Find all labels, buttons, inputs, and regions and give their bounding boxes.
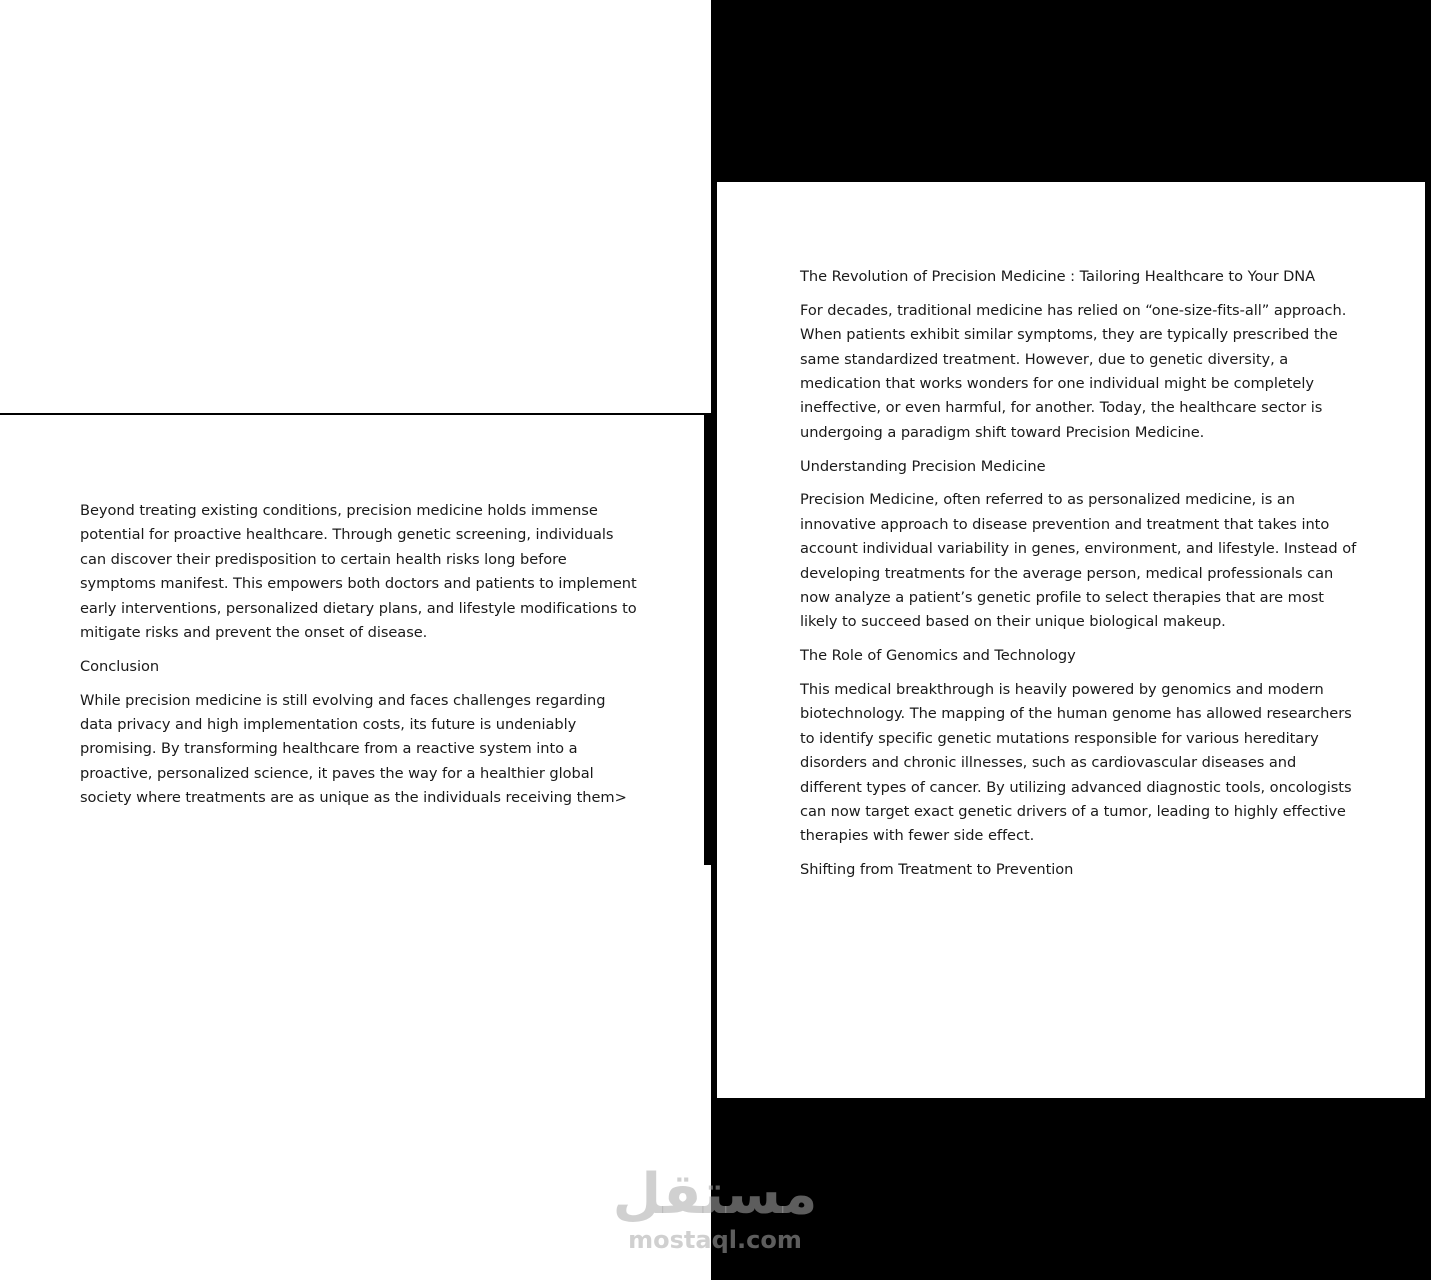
paragraph-understanding: Precision Medicine, often referred to as personalized medicine, is an innovative approach to disease prevention and treatment that takes into account individual variability in genes, environment, and lifestyle. Instead of developing treatments for the average person, medical professionals can now analyze a patient’s genetic profile to select therapies that are most likely to succeed based on their unique biological makeup.: [800, 491, 1357, 631]
blank-page-area: [0, 0, 711, 413]
paragraph-proactive-healthcare: Beyond treating existing conditions, precision medicine holds immense potential for proactive healthcare. Through genetic screening, individuals can discover their predisposition to certain health risks long before symptoms manifest. This empowers both doctors and patients to implement early interventions, personalized dietary plans, and lifestyle modifications to mitigate risks and prevent the onset of disease.: [80, 502, 637, 642]
heading-understanding: Understanding Precision Medicine: [800, 457, 1046, 475]
right-page-text: [800, 265, 1360, 892]
paragraph-genomics: This medical breakthrough is heavily powered by genomics and modern biotechnology. The mapping of the human genome has allowed researchers to identify specific genetic mutations responsible for various hereditary disorders and chronic illnesses, such as cardiovascular diseases and different types of cancer. By utilizing advanced diagnostic tools, oncologists can now target exact genetic drivers of a tumor, leading to highly effective therapies with fewer side effect.: [800, 681, 1352, 845]
watermark-arabic: مستقل: [612, 1162, 818, 1227]
paragraph-introduction: For decades, traditional medicine has relied on “one-size-fits-all” approach. When patients exhibit similar symptoms, they are typically prescribed the same standardized treatment. However, due to genetic diversity, a medication that works wonders for one individual might be completely ineffective, or even harmful, for another. Today, the healthcare sector is undergoing a paradigm shift toward Precision Medicine.: [800, 301, 1347, 441]
paragraph-conclusion: While precision medicine is still evolving and faces challenges regarding data privacy and high implementation costs, its future is undeniably promising. By transforming healthcare from a reactive system into a proactive, personalized science, it paves the way for a healthier global society where treatments are as unique as the individuals receiving them>: [80, 691, 627, 807]
watermark-logo: [600, 1160, 830, 1254]
heading-genomics: The Role of Genomics and Technology: [800, 647, 1076, 665]
heading-conclusion: Conclusion: [80, 657, 160, 675]
watermark-url: mostaql.com: [628, 1226, 802, 1254]
heading-prevention: Shifting from Treatment to Prevention: [800, 861, 1074, 879]
document-title: The Revolution of Precision Medicine : Tailoring Healthcare to Your DNA: [800, 268, 1316, 285]
left-page-text: [80, 499, 640, 820]
page-edge: [704, 413, 711, 865]
